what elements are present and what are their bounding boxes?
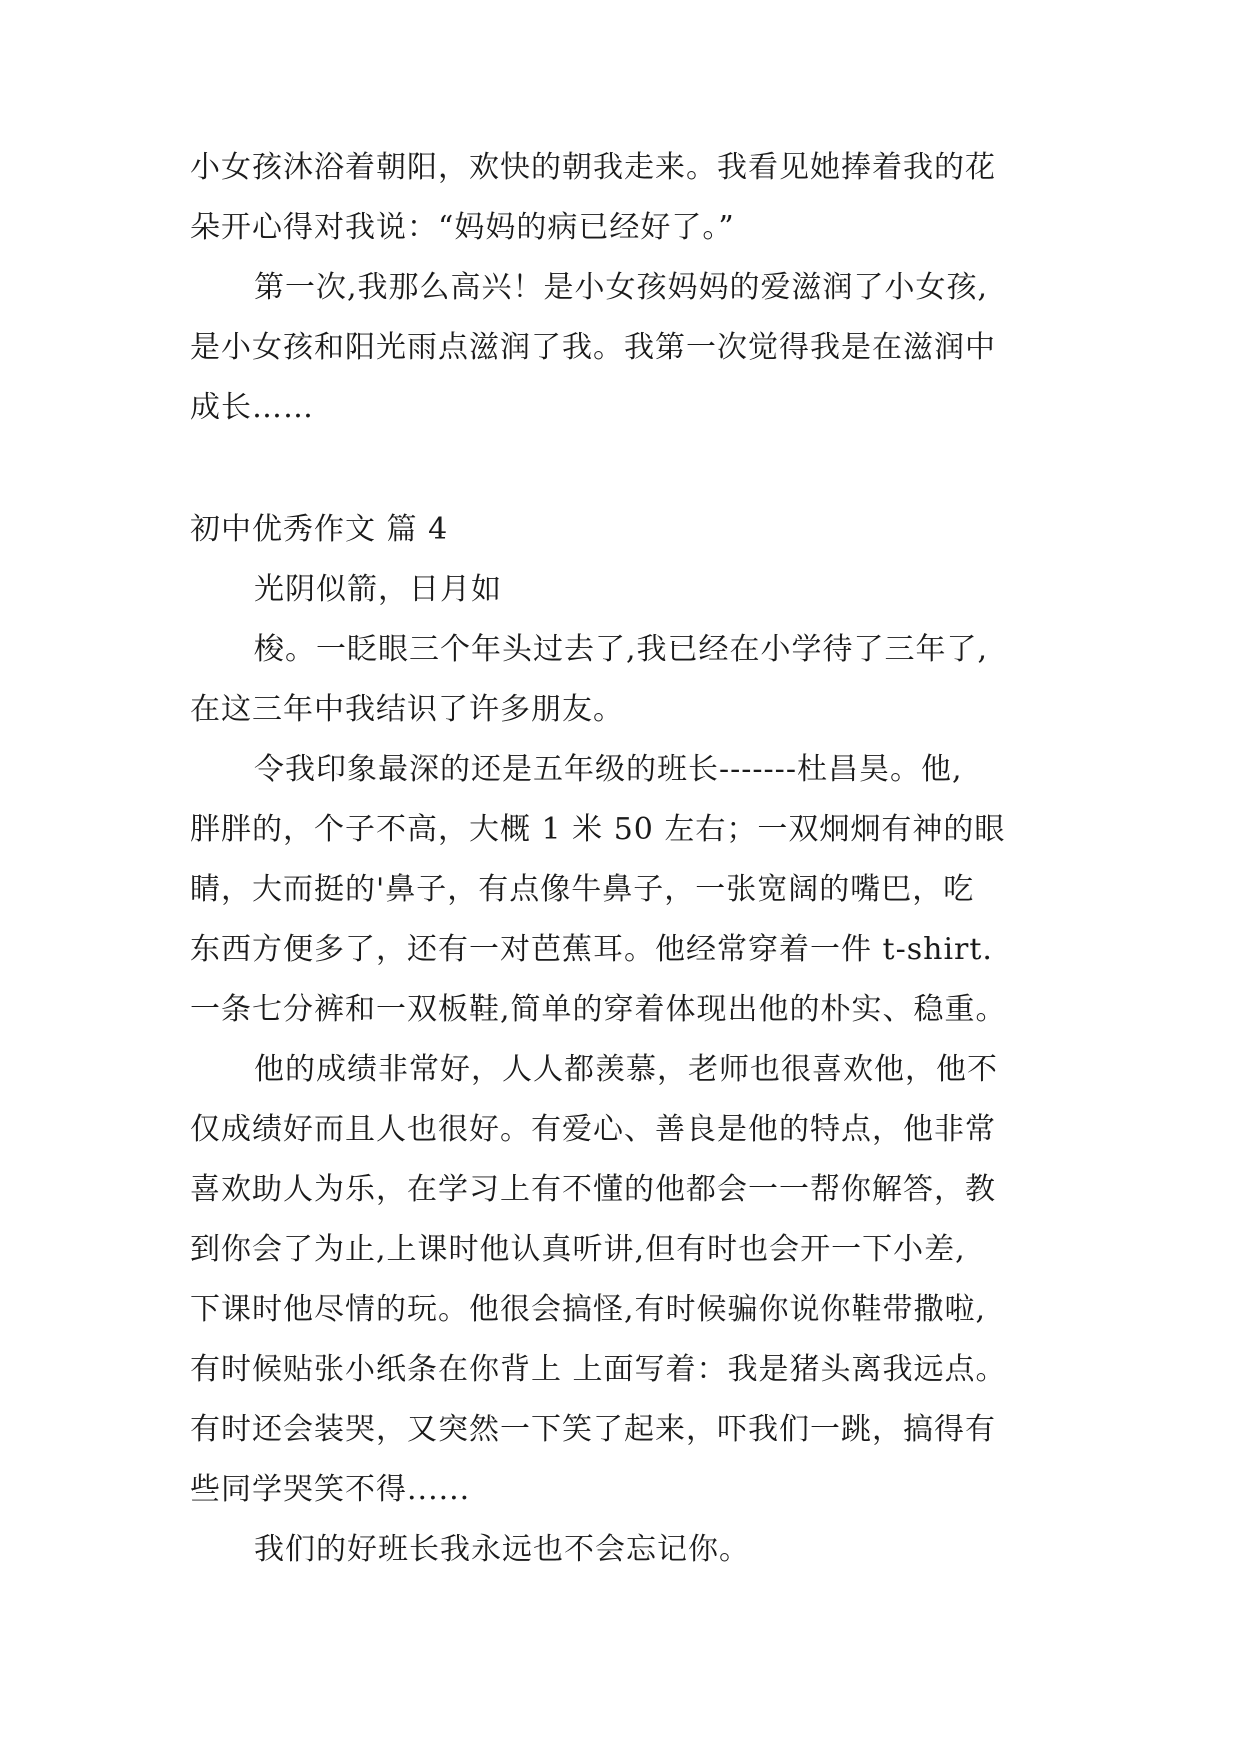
paragraph-line: 我们的好班长我永远也不会忘记你。 — [254, 1532, 750, 1567]
section-heading: 初中优秀作文 篇 4 — [190, 512, 449, 547]
paragraph-line: 他的成绩非常好，人人都羡慕，老师也很喜欢他，他不 — [254, 1052, 998, 1087]
paragraph-line: 第一次,我那么高兴！是小女孩妈妈的爱滋润了小女孩, — [254, 270, 989, 305]
paragraph-line: 睛，大而挺的'鼻子，有点像牛鼻子，一张宽阔的嘴巴，吃 — [190, 872, 975, 907]
paragraph-line: 些同学哭笑不得...... — [190, 1472, 471, 1507]
paragraph-line: 梭。一眨眼三个年头过去了,我已经在小学待了三年了, — [254, 632, 989, 667]
paragraph-line: 在这三年中我结识了许多朋友。 — [190, 692, 624, 727]
paragraph-line: 有时候贴张小纸条在你背上 上面写着：我是猪头离我远点。 — [190, 1352, 1007, 1387]
paragraph-line: 有时还会装哭，又突然一下笑了起来，吓我们一跳，搞得有 — [190, 1412, 996, 1447]
paragraph-line: 令我印象最深的还是五年级的班长-------杜昌昊。他, — [254, 752, 963, 787]
paragraph-line: 胖胖的，个子不高，大概 1 米 50 左右；一双炯炯有神的眼 — [190, 812, 1006, 847]
paragraph-line: 成长…… — [190, 390, 314, 425]
paragraph-line: 一条七分裤和一双板鞋,简单的穿着体现出他的朴实、稳重。 — [190, 992, 1007, 1027]
paragraph-line: 下课时他尽情的玩。他很会搞怪,有时候骗你说你鞋带撒啦, — [190, 1292, 987, 1327]
paragraph-line: 光阴似箭，日月如 — [254, 572, 502, 607]
paragraph-line: 朵开心得对我说：“妈妈的病已经好了。” — [190, 210, 735, 245]
paragraph-line: 喜欢助人为乐，在学习上有不懂的他都会一一帮你解答，教 — [190, 1172, 996, 1207]
paragraph-line: 仅成绩好而且人也很好。有爱心、善良是他的特点，他非常 — [190, 1112, 996, 1147]
paragraph-line: 到你会了为止,上课时他认真听讲,但有时也会开一下小差, — [190, 1232, 966, 1267]
paragraph-line: 小女孩沐浴着朝阳，欢快的朝我走来。我看见她捧着我的花 — [190, 150, 996, 185]
paragraph-line: 东西方便多了，还有一对芭蕉耳。他经常穿着一件 t-shirt. — [190, 932, 993, 967]
paragraph-line: 是小女孩和阳光雨点滋润了我。我第一次觉得我是在滋润中 — [190, 330, 996, 365]
